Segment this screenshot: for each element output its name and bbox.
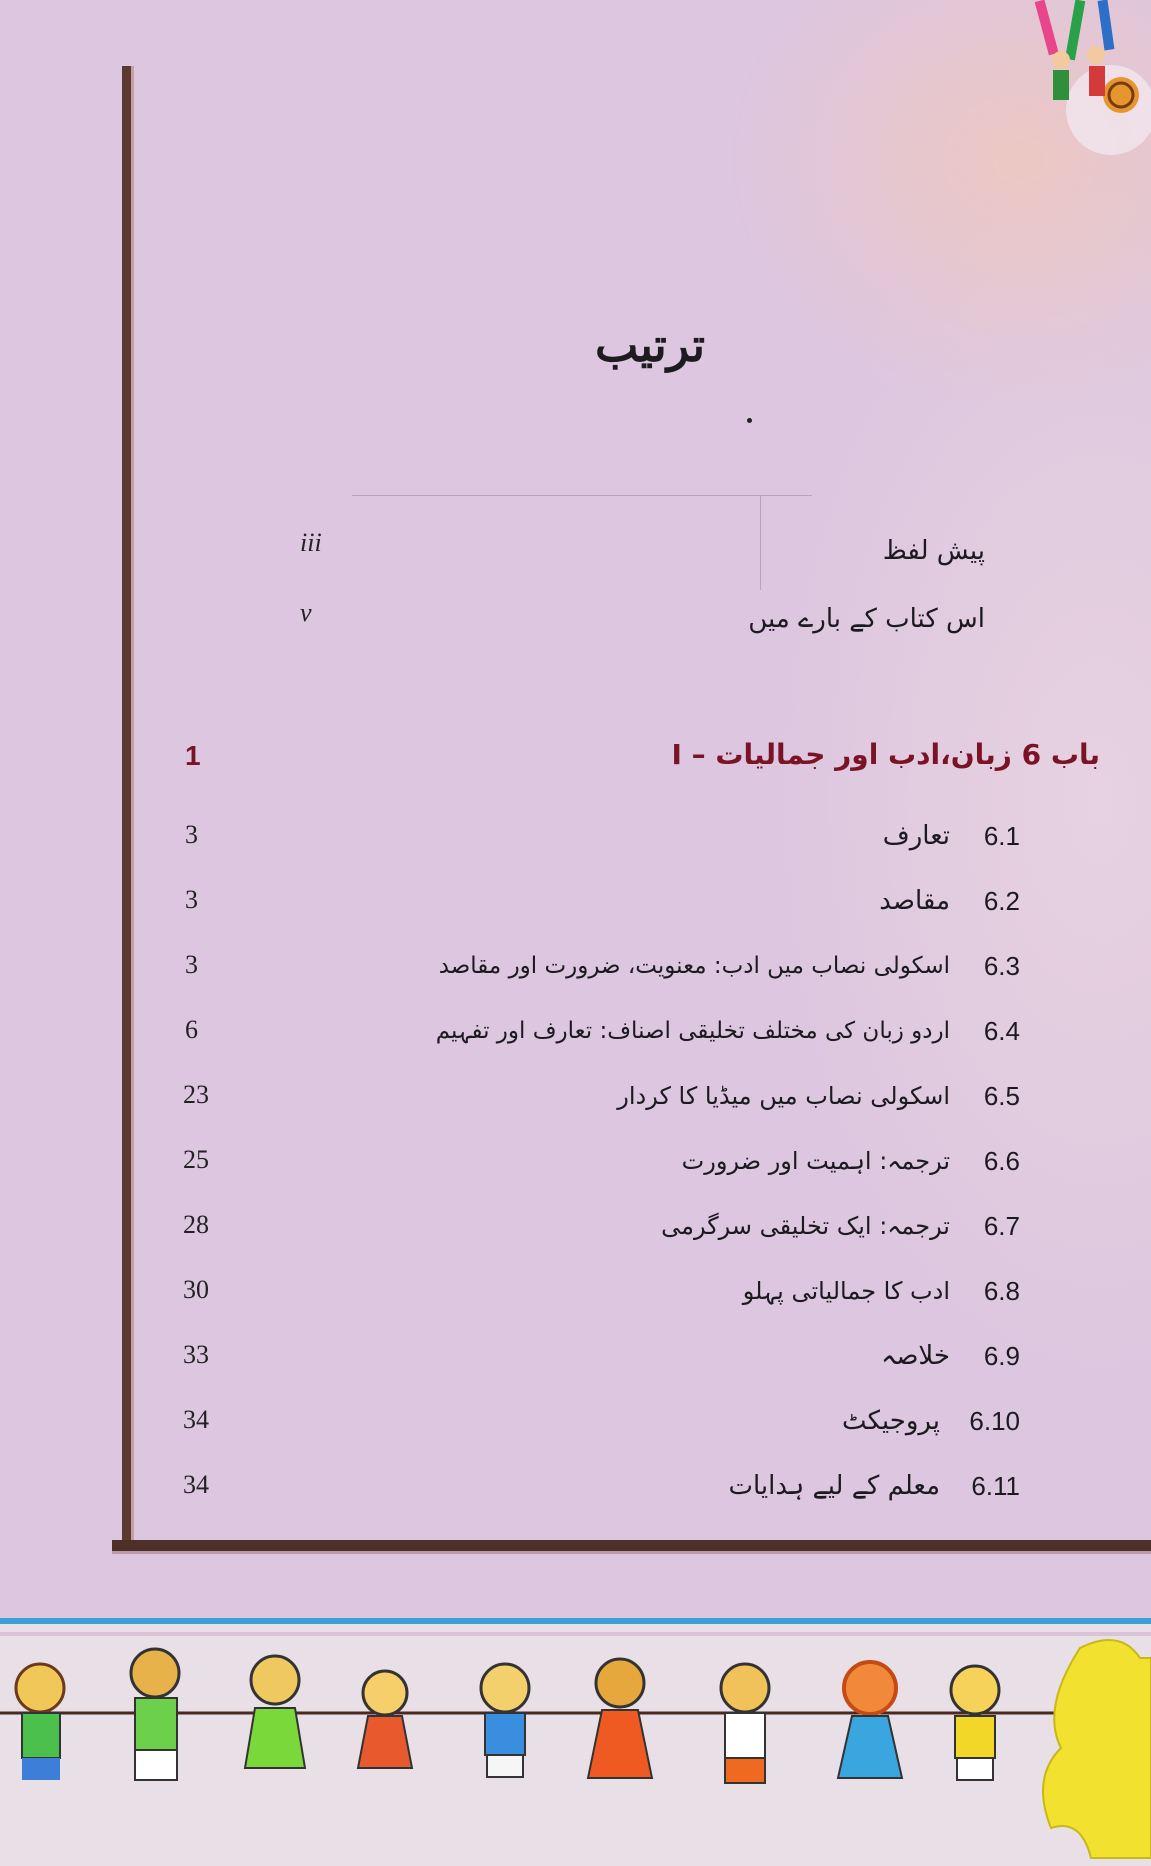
- frame-left-border: [122, 66, 131, 1550]
- toc-section-page: 3: [185, 820, 198, 849]
- toc-section-6-10[interactable]: [420, 1398, 1020, 1444]
- toc-section-6-6[interactable]: [420, 1138, 1020, 1184]
- toc-section-page: 3: [185, 885, 198, 914]
- divider-horizontal: [352, 495, 812, 496]
- toc-section-label: ترجمہ: ایک تخلیقی سرگرمی: [661, 1212, 950, 1240]
- toc-section-number: 6.1: [983, 821, 1020, 851]
- toc-section-6-2[interactable]: [420, 878, 1020, 924]
- frame-bottom-border: [112, 1540, 1151, 1551]
- toc-section-label: اسکولی نصاب میں ادب: معنویت، ضرورت اور مقاصد: [438, 953, 950, 979]
- toc-section-page: 3: [185, 950, 198, 979]
- toc-section-number: 6.7: [983, 1211, 1020, 1241]
- child-figure-1: [16, 1664, 64, 1780]
- toc-title: ترتیب: [594, 318, 706, 372]
- toc-chapter-6[interactable]: [600, 732, 1100, 778]
- toc-section-6-9[interactable]: [420, 1333, 1020, 1379]
- toc-section-number: 6.5: [983, 1081, 1020, 1111]
- toc-section-number: 6.3: [983, 951, 1020, 981]
- toc-section-6-3[interactable]: [420, 943, 1020, 989]
- toc-section-page: 28: [183, 1210, 209, 1239]
- toc-section-label: پروجیکٹ: [842, 1406, 940, 1436]
- toc-chapter-page: 1: [185, 740, 201, 771]
- toc-entry-page: v: [300, 598, 312, 627]
- toc-section-page: 25: [183, 1145, 209, 1174]
- toc-section-number: 6.9: [983, 1341, 1020, 1371]
- toc-section-label: خلاصہ: [881, 1341, 950, 1371]
- toc-section-page: 34: [183, 1405, 209, 1434]
- toc-section-page: 6: [185, 1015, 198, 1044]
- toc-entry-label: پیش لفظ: [882, 536, 985, 566]
- toc-section-label: ترجمہ: اہمیت اور ضرورت: [681, 1147, 950, 1175]
- child-figure-5: [481, 1664, 529, 1777]
- toc-section-label: اسکولی نصاب میں میڈیا کا کردار: [617, 1082, 950, 1110]
- toc-chapter-label: باب 6 زبان،ادب اور جمالیات – I: [671, 738, 1100, 771]
- toc-section-6-11[interactable]: [420, 1463, 1020, 1509]
- toc-section-number: 6.4: [983, 1016, 1020, 1046]
- toc-section-label: اردو زبان کی مختلف تخلیقی اصناف: تعارف اور تفہیم: [435, 1018, 950, 1044]
- toc-entry-label: اس کتاب کے بارے میں: [748, 604, 985, 634]
- toc-section-page: 30: [183, 1275, 209, 1304]
- toc-entry-about-book[interactable]: [600, 596, 985, 642]
- decorative-dot: [747, 418, 752, 423]
- toc-section-label: تعارف: [882, 821, 950, 851]
- toc-section-number: 6.2: [983, 886, 1020, 916]
- toc-section-6-1[interactable]: [420, 813, 1020, 859]
- toc-section-page: 23: [183, 1080, 209, 1109]
- toc-section-number: 6.11: [971, 1471, 1020, 1501]
- child-figure-7: [721, 1664, 769, 1783]
- child-figure-3: [245, 1656, 305, 1768]
- toc-entry-page: iii: [300, 528, 322, 557]
- toc-entry-foreword[interactable]: [640, 528, 985, 574]
- corner-children-illustration: [1001, 0, 1151, 165]
- toc-section-label: مقاصد: [879, 886, 950, 916]
- toc-section-number: 6.8: [983, 1276, 1020, 1306]
- toc-section-page: 33: [183, 1340, 209, 1369]
- child-figure-9: [951, 1666, 999, 1780]
- toc-section-label: معلم کے لیے ہدایات: [728, 1471, 940, 1501]
- toc-section-6-4[interactable]: [420, 1008, 1020, 1054]
- child-figure-2: [131, 1649, 179, 1780]
- toc-section-6-8[interactable]: [420, 1268, 1020, 1314]
- children-border-illustration: [0, 1618, 1151, 1866]
- toc-section-page: 34: [183, 1470, 209, 1499]
- toc-section-6-7[interactable]: [420, 1203, 1020, 1249]
- toc-section-number: 6.10: [969, 1406, 1020, 1436]
- toc-section-label: ادب کا جمالیاتی پہلو: [742, 1277, 950, 1305]
- toc-section-6-5[interactable]: [420, 1073, 1020, 1119]
- toc-section-number: 6.6: [983, 1146, 1020, 1176]
